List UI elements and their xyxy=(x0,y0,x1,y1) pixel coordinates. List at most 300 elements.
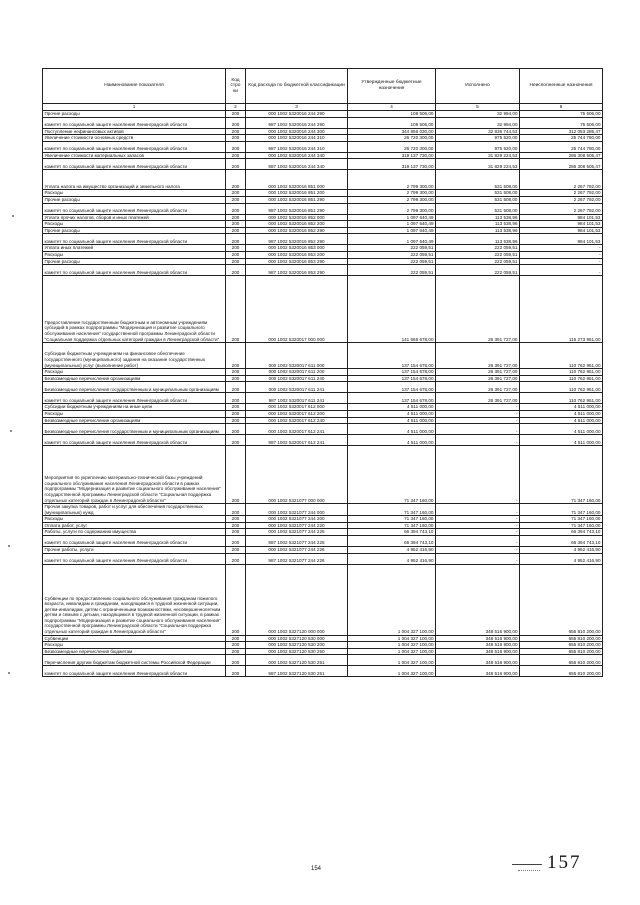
cell-executed: 113 538,96 xyxy=(436,214,520,221)
cell-unexecuted: 2 267 792,00 xyxy=(520,190,603,197)
cell-executed: 348 516 900,00 xyxy=(436,564,520,635)
table-row xyxy=(43,642,603,649)
cell-expense-code: 000 1002 5327120 530 200 xyxy=(246,642,348,649)
cell-line-code: 200 xyxy=(226,536,246,547)
table-row xyxy=(43,152,603,159)
cell-expense-code: 987 1002 5320016 853 290 xyxy=(246,265,348,276)
cell-executed: 31 829 224,53 xyxy=(436,152,520,159)
cell-line-code: 200 xyxy=(226,393,246,404)
cell-line-code: 200 xyxy=(226,522,246,529)
cell-indicator-name: Безвозмездные перечисления бюджетам xyxy=(43,648,226,655)
header-expense-code: Код расхода по бюджетной классификации xyxy=(246,69,348,104)
cell-expense-code: 000 1002 5320016 851 000 xyxy=(246,170,348,190)
cell-unexecuted: - xyxy=(520,251,603,258)
table-row xyxy=(43,529,603,536)
cell-unexecuted: 4 952 416,90 xyxy=(520,547,603,554)
table-row xyxy=(43,375,603,382)
cell-indicator-name: комитет по социальной защите населения Ленинградской области xyxy=(43,141,226,152)
cell-indicator-name: Субсидии бюджетным учреждениям на иные цели xyxy=(43,404,226,411)
table-row xyxy=(43,190,603,197)
cell-unexecuted: 4 511 000,00 xyxy=(520,424,603,435)
cell-executed: - xyxy=(436,424,520,435)
cell-indicator-name: комитет по социальной защите населения Ленинградской области xyxy=(43,117,226,128)
cell-unexecuted: 4 511 000,00 xyxy=(520,435,603,446)
cell-expense-code: 987 1002 5320017 611 241 xyxy=(246,393,348,404)
cell-indicator-name: комитет по социальной защите населения Ленинградской области xyxy=(43,553,226,564)
cell-unexecuted: 110 762 951,00 xyxy=(520,343,603,369)
cell-indicator-name: Предоставление государственным бюджетным и автономным учреждениям субсидий в рамках подпрограммы "Модернизация и развитие социального обслуживания населения" государственной программы Ленинградской области "Социальная поддержка отдельных категорий граждан в Ленинградской области" xyxy=(43,276,226,343)
table-row xyxy=(43,258,603,265)
cell-approved: 1 004 327 100,00 xyxy=(348,648,436,655)
cell-indicator-name: Уплата налога на имущество организаций и земельного налога xyxy=(43,170,226,190)
cell-executed: 348 516 900,00 xyxy=(436,666,520,677)
column-number: 2 xyxy=(226,104,246,111)
cell-unexecuted: 984 101,53 xyxy=(520,221,603,228)
cell-approved: 137 154 678,00 xyxy=(348,375,436,382)
column-number: 6 xyxy=(520,104,603,111)
cell-approved: 1 004 327 100,00 xyxy=(348,642,436,649)
cell-unexecuted: 984 101,53 xyxy=(520,227,603,234)
table-row xyxy=(43,635,603,642)
cell-approved: 26 720 300,00 xyxy=(348,141,436,152)
cell-approved: 1 097 640,49 xyxy=(348,221,436,228)
cell-approved: 66 394 743,10 xyxy=(348,529,436,536)
table-row xyxy=(43,435,603,446)
cell-indicator-name: Работы, услуги по содержанию имущества xyxy=(43,529,226,536)
cell-executed: 113 538,96 xyxy=(436,221,520,228)
cell-line-code: 200 xyxy=(226,635,246,642)
cell-executed: 531 508,00 xyxy=(436,203,520,214)
cell-executed: 348 516 900,00 xyxy=(436,635,520,642)
cell-indicator-name: Расходы xyxy=(43,251,226,258)
cell-executed: 26 391 727,00 xyxy=(436,382,520,393)
cell-unexecuted: 2 267 792,00 xyxy=(520,203,603,214)
cell-line-code: 200 xyxy=(226,424,246,435)
cell-expense-code: 987 1002 5320016 244 310 xyxy=(246,141,348,152)
cell-unexecuted: 984 101,53 xyxy=(520,234,603,245)
cell-executed: 348 516 900,00 xyxy=(436,648,520,655)
cell-unexecuted: 2 267 792,00 xyxy=(520,170,603,190)
cell-approved: 4 952 416,90 xyxy=(348,553,436,564)
cell-indicator-name: Уплата прочих налогов, сборов и иных платежей xyxy=(43,214,226,221)
cell-expense-code: 987 1002 5321077 244 226 xyxy=(246,553,348,564)
cell-line-code: 200 xyxy=(226,382,246,393)
cell-line-code: 200 xyxy=(226,648,246,655)
cell-executed: - xyxy=(436,410,520,417)
cell-line-code: 200 xyxy=(226,417,246,424)
cell-line-code: 200 xyxy=(226,258,246,265)
cell-executed: 31 829 224,53 xyxy=(436,159,520,170)
cell-unexecuted: 4 952 416,90 xyxy=(520,553,603,564)
cell-executed: 32 836 744,53 xyxy=(436,128,520,135)
cell-expense-code: 000 1002 5320016 851 290 xyxy=(246,196,348,203)
cell-executed: 348 516 900,00 xyxy=(436,642,520,649)
cell-executed: - xyxy=(436,435,520,446)
cell-executed: - xyxy=(436,504,520,516)
report-sheet xyxy=(42,68,602,677)
table-row xyxy=(43,369,603,376)
cell-indicator-name: комитет по социальной защите населения Ленинградской области xyxy=(43,234,226,245)
cell-executed: 348 516 900,00 xyxy=(436,655,520,666)
table-row xyxy=(43,553,603,564)
table-row xyxy=(43,234,603,245)
cell-approved: 1 004 327 100,00 xyxy=(348,655,436,666)
cell-expense-code: 000 1002 5320017 611 240 xyxy=(246,375,348,382)
cell-expense-code: 000 1002 5320017 612 241 xyxy=(246,424,348,435)
cell-expense-code: 000 1002 5320016 244 300 xyxy=(246,128,348,135)
table-row xyxy=(43,446,603,504)
table-row xyxy=(43,203,603,214)
cell-executed: - xyxy=(436,446,520,504)
cell-indicator-name: комитет по социальной защите населения Ленинградской области xyxy=(43,536,226,547)
cell-line-code: 200 xyxy=(226,375,246,382)
cell-executed: 531 508,00 xyxy=(436,196,520,203)
cell-indicator-name: комитет по социальной защите населения Ленинградской области xyxy=(43,666,226,677)
cell-indicator-name: комитет по социальной защите населения Ленинградской области xyxy=(43,393,226,404)
table-row xyxy=(43,536,603,547)
cell-approved: 4 511 000,00 xyxy=(348,435,436,446)
table-body xyxy=(43,111,603,677)
cell-line-code: 200 xyxy=(226,564,246,635)
cell-approved: 1 097 640,49 xyxy=(348,227,436,234)
cell-line-code: 200 xyxy=(226,203,246,214)
cell-indicator-name: Расходы xyxy=(43,410,226,417)
cell-executed: 222 059,51 xyxy=(436,251,520,258)
table-row xyxy=(43,343,603,369)
cell-expense-code: 000 1002 5320017 611 241 xyxy=(246,382,348,393)
cell-unexecuted: 4 511 000,00 xyxy=(520,410,603,417)
cell-expense-code: 987 1002 5320016 244 290 xyxy=(246,117,348,128)
table-row xyxy=(43,504,603,516)
cell-approved: 4 511 000,00 xyxy=(348,404,436,411)
cell-executed: 113 538,96 xyxy=(436,227,520,234)
cell-expense-code: 000 1002 5321077 244 225 xyxy=(246,529,348,536)
cell-indicator-name: Безвозмездные перечисления государственным и муниципальным организациям xyxy=(43,424,226,435)
cell-expense-code: 000 1002 5320017 000 000 xyxy=(246,276,348,343)
cell-line-code: 200 xyxy=(226,234,246,245)
cell-indicator-name: Субвенции xyxy=(43,635,226,642)
cell-approved: 2 799 300,00 xyxy=(348,196,436,203)
cell-expense-code: 000 1002 5320016 244 290 xyxy=(246,111,348,118)
cell-approved: 222 059,51 xyxy=(348,245,436,252)
cell-unexecuted: 25 744 780,00 xyxy=(520,141,603,152)
cell-line-code: 200 xyxy=(226,159,246,170)
cell-expense-code: 000 1002 5327120 530 000 xyxy=(246,635,348,642)
header-indicator-name: Наименование показателя xyxy=(43,69,226,104)
cell-expense-code: 000 1002 5320016 852 290 xyxy=(246,227,348,234)
cell-indicator-name: Безвозмездные перечисления организациям xyxy=(43,375,226,382)
cell-unexecuted: 110 762 951,00 xyxy=(520,375,603,382)
cell-approved: 1 097 640,49 xyxy=(348,214,436,221)
cell-expense-code: 000 1002 5321077 244 226 xyxy=(246,547,348,554)
column-number: 5 xyxy=(436,104,520,111)
cell-indicator-name: Поступление нефинансовых активов xyxy=(43,128,226,135)
cell-unexecuted: 655 810 200,00 xyxy=(520,666,603,677)
cell-executed: 975 520,00 xyxy=(436,135,520,142)
cell-line-code: 200 xyxy=(226,128,246,135)
cell-executed: - xyxy=(436,547,520,554)
cell-line-code: 200 xyxy=(226,410,246,417)
cell-indicator-name: Расходы xyxy=(43,369,226,376)
table-row xyxy=(43,547,603,554)
cell-executed: - xyxy=(436,529,520,536)
cell-expense-code: 000 1002 5321077 244 200 xyxy=(246,516,348,523)
cell-line-code: 200 xyxy=(226,170,246,190)
table-row xyxy=(43,141,603,152)
cell-executed: 531 508,00 xyxy=(436,190,520,197)
column-number-row xyxy=(43,104,603,111)
cell-unexecuted: 66 394 743,10 xyxy=(520,529,603,536)
cell-unexecuted: 4 511 000,00 xyxy=(520,417,603,424)
cell-indicator-name: Субсидии бюджетным учреждениям на финансовое обеспечение государственного (муниципального) задания на оказание государственных (муниципальных) услуг (выполнение работ) xyxy=(43,343,226,369)
stamp-scribble xyxy=(518,870,540,871)
cell-indicator-name: Прочие расходы xyxy=(43,227,226,234)
cell-approved: 71 347 160,00 xyxy=(348,446,436,504)
cell-line-code: 200 xyxy=(226,152,246,159)
cell-unexecuted: 110 762 951,00 xyxy=(520,382,603,393)
table-row xyxy=(43,221,603,228)
cell-line-code: 200 xyxy=(226,111,246,118)
cell-line-code: 200 xyxy=(226,227,246,234)
cell-approved: 137 154 678,00 xyxy=(348,393,436,404)
cell-expense-code: 000 1002 5321077 000 000 xyxy=(246,446,348,504)
cell-approved: 71 347 160,00 xyxy=(348,504,436,516)
cell-executed: - xyxy=(436,404,520,411)
cell-line-code: 200 xyxy=(226,265,246,276)
page-number: 154 xyxy=(311,866,322,872)
cell-approved: 2 799 300,00 xyxy=(348,203,436,214)
header-unexecuted: Неисполненные назначения xyxy=(520,69,603,104)
table-row xyxy=(43,382,603,393)
cell-approved: 137 154 678,00 xyxy=(348,369,436,376)
cell-expense-code: 000 1002 5320016 853 200 xyxy=(246,251,348,258)
cell-executed: - xyxy=(436,516,520,523)
cell-executed: 26 391 727,00 xyxy=(436,393,520,404)
cell-expense-code: 000 1002 5320016 851 200 xyxy=(246,190,348,197)
table-row xyxy=(43,417,603,424)
cell-indicator-name: Уплата иных платежей xyxy=(43,245,226,252)
cell-approved: 4 511 000,00 xyxy=(348,417,436,424)
cell-expense-code: 000 1002 5320016 852 200 xyxy=(246,221,348,228)
scan-speck xyxy=(10,430,12,432)
stamp-scribble xyxy=(512,864,542,865)
cell-indicator-name: Безвозмездные перечисления организациям xyxy=(43,417,226,424)
cell-indicator-name: Перечисления другим бюджетам бюджетной системы Российской Федерации xyxy=(43,655,226,666)
cell-approved: 1 004 327 100,00 xyxy=(348,564,436,635)
cell-approved: 222 059,51 xyxy=(348,251,436,258)
cell-executed: 32 994,00 xyxy=(436,111,520,118)
cell-unexecuted: 75 506,00 xyxy=(520,117,603,128)
cell-indicator-name: Расходы xyxy=(43,190,226,197)
cell-expense-code: 987 1002 5321077 244 225 xyxy=(246,536,348,547)
table-row xyxy=(43,655,603,666)
table-row xyxy=(43,227,603,234)
cell-line-code: 200 xyxy=(226,435,246,446)
cell-executed: 222 059,51 xyxy=(436,245,520,252)
cell-unexecuted: 110 762 951,00 xyxy=(520,393,603,404)
cell-indicator-name: Прочие расходы xyxy=(43,196,226,203)
cell-line-code: 200 xyxy=(226,135,246,142)
cell-approved: 222 059,51 xyxy=(348,265,436,276)
table-row xyxy=(43,393,603,404)
cell-approved: 4 511 000,00 xyxy=(348,410,436,417)
column-number: 4 xyxy=(348,104,436,111)
cell-line-code: 200 xyxy=(226,404,246,411)
cell-indicator-name: Оплата работ, услуг xyxy=(43,522,226,529)
cell-unexecuted: 75 506,00 xyxy=(520,111,603,118)
column-number: 1 xyxy=(43,104,226,111)
cell-indicator-name: Безвозмездные перечисления государственным и муниципальным организациям xyxy=(43,382,226,393)
cell-line-code: 200 xyxy=(226,190,246,197)
cell-line-code: 200 xyxy=(226,655,246,666)
cell-line-code: 200 xyxy=(226,221,246,228)
cell-expense-code: 000 1002 5321077 244 000 xyxy=(246,504,348,516)
scan-speck xyxy=(12,215,14,217)
table-row xyxy=(43,666,603,677)
cell-executed: 531 508,00 xyxy=(436,170,520,190)
cell-indicator-name: Субвенции по предоставлению социального обслуживания гражданам пожилого возраста, инвалидам и гражданам, находящимся в трудной жизненной ситуации, детям-инвалидам, детям с ограниченными возможностями, несовершеннолетним детям и семьям с детьми, находящимся в трудной жизненной ситуации, в рамках подпрограммы "Модернизация и развитие социального обслуживания населения" государственной программы Ленинградской области "Социальная поддержка отдельных категорий граждан в Ленинградской области" xyxy=(43,564,226,635)
cell-indicator-name: Расходы xyxy=(43,642,226,649)
budget-execution-table xyxy=(42,68,603,677)
cell-approved: 319 137 730,00 xyxy=(348,159,436,170)
table-row xyxy=(43,265,603,276)
header-approved: Утвержденные бюджетные назначения xyxy=(348,69,436,104)
cell-approved: 1 097 640,49 xyxy=(348,234,436,245)
cell-expense-code: 000 1002 5320016 244 340 xyxy=(246,152,348,159)
cell-unexecuted: 655 810 200,00 xyxy=(520,564,603,635)
cell-unexecuted: 66 394 743,10 xyxy=(520,536,603,547)
cell-approved: 2 799 300,00 xyxy=(348,190,436,197)
cell-indicator-name: комитет по социальной защите населения Ленинградской области xyxy=(43,265,226,276)
cell-expense-code: 987 1002 5320016 851 290 xyxy=(246,203,348,214)
cell-unexecuted: - xyxy=(520,258,603,265)
cell-unexecuted: 655 810 200,00 xyxy=(520,642,603,649)
table-row xyxy=(43,404,603,411)
cell-expense-code: 000 1002 5320017 611 200 xyxy=(246,369,348,376)
cell-expense-code: 000 1002 5320017 611 000 xyxy=(246,343,348,369)
table-row xyxy=(43,159,603,170)
scan-speck xyxy=(8,545,10,547)
cell-expense-code: 000 1002 5320016 853 000 xyxy=(246,245,348,252)
scan-speck xyxy=(8,672,10,674)
cell-line-code: 200 xyxy=(226,276,246,343)
header-line-code: Код стро ки xyxy=(226,69,246,104)
table-row xyxy=(43,648,603,655)
cell-unexecuted: 655 810 200,00 xyxy=(520,635,603,642)
cell-line-code: 200 xyxy=(226,117,246,128)
cell-indicator-name: Прочие расходы xyxy=(43,111,226,118)
cell-executed: - xyxy=(436,536,520,547)
cell-unexecuted: 286 308 505,47 xyxy=(520,159,603,170)
table-row xyxy=(43,564,603,635)
cell-expense-code: 000 1002 5320017 612 240 xyxy=(246,417,348,424)
cell-approved: 71 347 160,00 xyxy=(348,516,436,523)
cell-unexecuted: 71 347 160,00 xyxy=(520,522,603,529)
cell-indicator-name: Мероприятия по укреплению материально-технической базы учреждений социального обслуживания населения Ленинградской области в рамках подпрограммы "Модернизация и развитие социального обслуживания населения" государственной программы Ленинградской области "Социальная поддержка отдельных категорий граждан в Ленинградской области" xyxy=(43,446,226,504)
cell-approved: 319 137 730,00 xyxy=(348,152,436,159)
cell-approved: 137 154 678,00 xyxy=(348,382,436,393)
cell-approved: 108 506,00 xyxy=(348,111,436,118)
cell-indicator-name: Прочие работы, услуги xyxy=(43,547,226,554)
table-row xyxy=(43,117,603,128)
cell-line-code: 200 xyxy=(226,214,246,221)
cell-unexecuted: 25 744 780,00 xyxy=(520,135,603,142)
cell-executed: 222 059,51 xyxy=(436,258,520,265)
cell-indicator-name: Расходы xyxy=(43,516,226,523)
header-executed: Исполнено xyxy=(436,69,520,104)
cell-approved: 2 799 300,00 xyxy=(348,170,436,190)
table-row xyxy=(43,251,603,258)
table-row xyxy=(43,196,603,203)
cell-approved: 26 720 300,00 xyxy=(348,135,436,142)
cell-unexecuted: - xyxy=(520,265,603,276)
cell-approved: 66 394 743,10 xyxy=(348,536,436,547)
table-header-row xyxy=(43,69,603,104)
cell-expense-code: 000 1002 5320016 853 290 xyxy=(246,258,348,265)
table-row xyxy=(43,522,603,529)
cell-executed: 26 391 727,00 xyxy=(436,343,520,369)
cell-executed: - xyxy=(436,553,520,564)
cell-approved: 137 154 678,00 xyxy=(348,343,436,369)
cell-unexecuted: - xyxy=(520,245,603,252)
cell-indicator-name: комитет по социальной защите населения Ленинградской области xyxy=(43,159,226,170)
cell-line-code: 200 xyxy=(226,245,246,252)
cell-executed: 26 391 727,00 xyxy=(436,369,520,376)
cell-executed: 26 391 727,00 xyxy=(436,375,520,382)
cell-expense-code: 000 1002 5320016 852 000 xyxy=(246,214,348,221)
cell-approved: 4 511 000,00 xyxy=(348,424,436,435)
cell-line-code: 200 xyxy=(226,666,246,677)
table-row xyxy=(43,214,603,221)
cell-line-code: 200 xyxy=(226,642,246,649)
cell-indicator-name: Прочая закупка товаров, работ и услуг для обеспечения государственных (муниципальных) нужд xyxy=(43,504,226,516)
cell-executed: 32 994,00 xyxy=(436,117,520,128)
cell-expense-code: 987 1002 5320016 852 290 xyxy=(246,234,348,245)
cell-expense-code: 000 1002 5327120 530 250 xyxy=(246,648,348,655)
table-row xyxy=(43,276,603,343)
cell-unexecuted: 655 810 200,00 xyxy=(520,648,603,655)
cell-unexecuted: 110 762 951,00 xyxy=(520,369,603,376)
cell-line-code: 200 xyxy=(226,529,246,536)
cell-line-code: 200 xyxy=(226,504,246,516)
cell-line-code: 200 xyxy=(226,141,246,152)
cell-indicator-name: Увеличение стоимости основных средств xyxy=(43,135,226,142)
cell-indicator-name: комитет по социальной защите населения Ленинградской области xyxy=(43,435,226,446)
cell-executed: - xyxy=(436,522,520,529)
table-row xyxy=(43,128,603,135)
cell-unexecuted: 312 053 285,47 xyxy=(520,128,603,135)
cell-line-code: 200 xyxy=(226,196,246,203)
cell-expense-code: 000 1002 5320017 612 000 xyxy=(246,404,348,411)
cell-expense-code: 000 1002 5327120 000 000 xyxy=(246,564,348,635)
cell-unexecuted: 71 347 160,00 xyxy=(520,504,603,516)
cell-unexecuted: 655 810 200,00 xyxy=(520,655,603,666)
cell-line-code: 200 xyxy=(226,251,246,258)
cell-approved: 1 004 327 100,00 xyxy=(348,635,436,642)
cell-approved: 344 856 030,00 xyxy=(348,128,436,135)
cell-expense-code: 000 1002 5320017 612 200 xyxy=(246,410,348,417)
cell-unexecuted: 71 347 160,00 xyxy=(520,516,603,523)
cell-executed: 222 059,51 xyxy=(436,265,520,276)
cell-line-code: 200 xyxy=(226,343,246,369)
cell-approved: 1 004 327 100,00 xyxy=(348,666,436,677)
cell-unexecuted: 4 511 000,00 xyxy=(520,404,603,411)
cell-unexecuted: 71 347 160,00 xyxy=(520,446,603,504)
cell-executed: 113 538,96 xyxy=(436,234,520,245)
cell-approved: 222 059,51 xyxy=(348,258,436,265)
cell-expense-code: 987 1002 5320017 612 241 xyxy=(246,435,348,446)
cell-line-code: 200 xyxy=(226,516,246,523)
